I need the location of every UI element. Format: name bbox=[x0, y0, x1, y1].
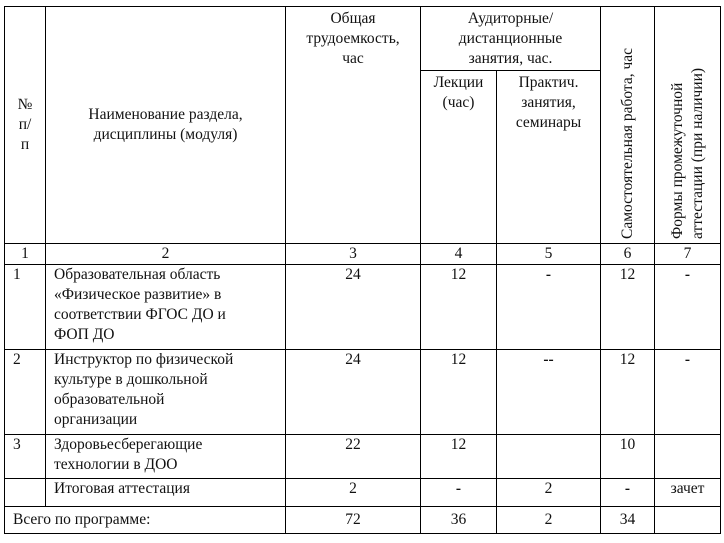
row-self-work: - bbox=[601, 479, 655, 507]
row-name bbox=[46, 479, 286, 507]
column-number: 3 bbox=[286, 244, 421, 265]
row-name-line: Образовательная область bbox=[54, 266, 221, 283]
header-total-line: час bbox=[342, 50, 364, 67]
header-lectures-line: Лекции bbox=[433, 74, 484, 92]
row-num: 1 bbox=[5, 265, 46, 350]
header-auditory-line: Аудиторные/ bbox=[467, 10, 554, 27]
row-lectures: 12 bbox=[421, 435, 497, 479]
total-attestation bbox=[655, 507, 721, 534]
total-total: 72 bbox=[286, 507, 421, 534]
total-lectures: 36 bbox=[421, 507, 497, 534]
row-name bbox=[46, 435, 286, 479]
header-practice-line: занятия, bbox=[521, 94, 576, 112]
header-auditory-line: занятия, час. bbox=[468, 50, 553, 67]
header-attestation-line: аттестации (при наличии) bbox=[688, 67, 706, 239]
row-num: 3 bbox=[5, 435, 46, 479]
total-practice: 2 bbox=[497, 507, 601, 534]
row-name bbox=[46, 350, 286, 435]
row-name-line: ФОП ДО bbox=[54, 326, 115, 343]
row-practice: - bbox=[497, 265, 601, 350]
row-lectures: - bbox=[421, 479, 497, 507]
total-label: Всего по программе: bbox=[5, 507, 286, 534]
row-attestation: - bbox=[655, 265, 721, 350]
table-row bbox=[5, 435, 721, 479]
header-total bbox=[286, 7, 421, 244]
header-auditory-line: дистанционные bbox=[458, 30, 563, 47]
column-number: 6 bbox=[601, 244, 655, 265]
row-attestation: - bbox=[655, 350, 721, 435]
header-num-line: п bbox=[20, 136, 30, 153]
row-name-line: соответствии ФГОС ДО и bbox=[54, 306, 226, 323]
row-attestation bbox=[655, 435, 721, 479]
row-practice: 2 bbox=[497, 479, 601, 507]
header-attestation-line: Формы промежуточной bbox=[668, 82, 686, 239]
header-self-work bbox=[601, 7, 655, 244]
row-total: 2 bbox=[286, 479, 421, 507]
header-num-line: № bbox=[17, 96, 33, 113]
row-self-work: 12 bbox=[601, 265, 655, 350]
column-number: 5 bbox=[497, 244, 601, 265]
column-number: 7 bbox=[655, 244, 721, 265]
row-attestation: зачет bbox=[655, 479, 721, 507]
row-num bbox=[5, 479, 46, 507]
row-name bbox=[46, 265, 286, 350]
column-number: 4 bbox=[421, 244, 497, 265]
header-self-work-text: Самостоятельная работа, час bbox=[618, 47, 636, 239]
header-row-top bbox=[5, 7, 721, 71]
row-name-line: образовательной bbox=[54, 391, 165, 408]
column-number-row bbox=[5, 244, 721, 265]
row-name-line: «Физическое развитие» в bbox=[54, 286, 222, 303]
header-lectures-line: (час) bbox=[442, 94, 475, 112]
header-practice-line: семинары bbox=[515, 114, 582, 132]
row-practice: -- bbox=[497, 350, 601, 435]
row-total: 22 bbox=[286, 435, 421, 479]
header-total-line: Общая bbox=[330, 10, 376, 27]
total-self-work: 34 bbox=[601, 507, 655, 534]
header-num-line: п/ bbox=[18, 116, 32, 133]
row-lectures: 12 bbox=[421, 350, 497, 435]
header-num bbox=[5, 7, 46, 244]
header-practice bbox=[497, 71, 601, 244]
row-practice bbox=[497, 435, 601, 479]
header-total-line: трудоемкость, bbox=[306, 30, 400, 47]
column-number: 2 bbox=[46, 244, 286, 265]
header-practice-line: Практич. bbox=[518, 74, 579, 92]
total-row bbox=[5, 507, 721, 534]
row-total: 24 bbox=[286, 265, 421, 350]
header-name bbox=[46, 7, 286, 244]
row-name-line: Итоговая аттестация bbox=[54, 480, 190, 497]
row-self-work: 12 bbox=[601, 350, 655, 435]
header-attestation bbox=[655, 7, 721, 244]
table-row bbox=[5, 350, 721, 435]
table-row bbox=[5, 265, 721, 350]
row-name-line: культуре в дошкольной bbox=[54, 371, 208, 388]
header-auditory bbox=[421, 7, 601, 71]
column-number: 1 bbox=[5, 244, 46, 265]
row-name-line: технологии в ДОО bbox=[54, 456, 178, 473]
header-attestation-text bbox=[668, 68, 708, 239]
header-name-line: Наименование раздела, bbox=[88, 106, 243, 123]
row-self-work: 10 bbox=[601, 435, 655, 479]
row-total: 24 bbox=[286, 350, 421, 435]
header-name-line: дисциплины (модуля) bbox=[93, 126, 238, 143]
row-lectures: 12 bbox=[421, 265, 497, 350]
row-name-line: организации bbox=[54, 411, 138, 428]
row-name-line: Здоровьесберегающие bbox=[54, 436, 203, 453]
table-row bbox=[5, 479, 721, 507]
row-num: 2 bbox=[5, 350, 46, 435]
header-lectures bbox=[421, 71, 497, 244]
curriculum-table bbox=[4, 6, 721, 534]
row-name-line: Инструктор по физической bbox=[54, 351, 234, 368]
